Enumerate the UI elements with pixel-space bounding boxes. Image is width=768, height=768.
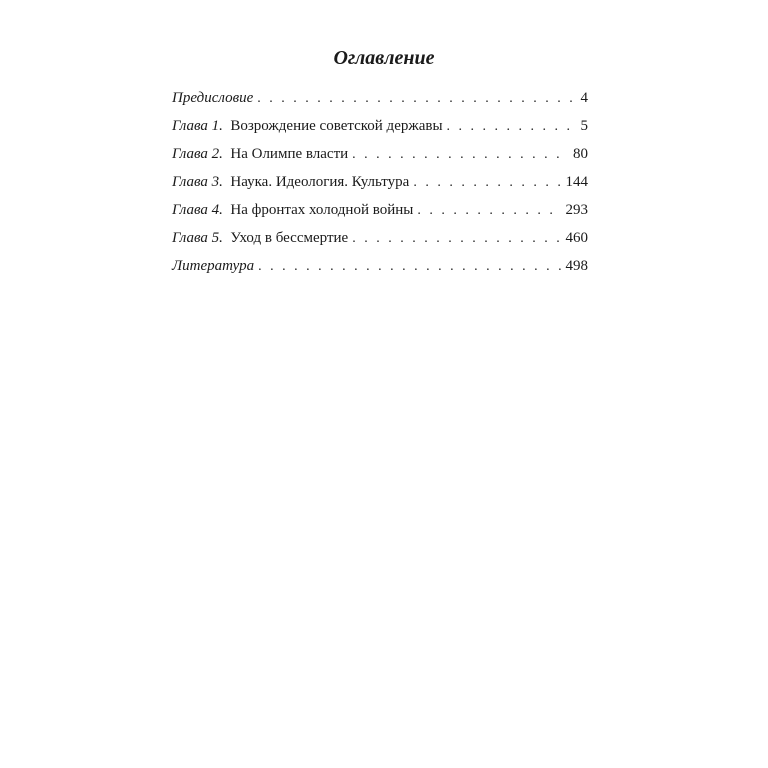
toc-entry-page: 144 [565, 174, 588, 190]
toc-entry [172, 171, 588, 199]
toc-entry [172, 227, 588, 255]
toc-entry-title: На фронтах холодной войны [226, 202, 414, 218]
toc-entry [172, 199, 588, 227]
toc-entry-page: 498 [565, 258, 588, 274]
dot-leader [413, 172, 561, 194]
toc-entry [172, 255, 588, 283]
dot-leader [417, 200, 561, 222]
toc-entry-title: На Олимпе власти [226, 146, 349, 162]
toc-entry-page: 460 [565, 230, 588, 246]
toc-entry-chapter: Глава 3. [172, 174, 223, 190]
toc-entry-page: 80 [573, 146, 588, 162]
toc-entry-page: 293 [565, 202, 588, 218]
toc-entry-chapter: Предисловие [172, 90, 254, 106]
toc-entry-chapter: Глава 5. [172, 230, 223, 246]
toc-entry-page: 4 [580, 90, 588, 106]
dot-leader [258, 256, 561, 278]
toc-entry-page: 5 [580, 118, 588, 134]
toc-entry-title: Наука. Идеология. Культура [226, 174, 410, 190]
dot-leader [352, 144, 569, 166]
toc-entry-chapter: Глава 2. [172, 146, 223, 162]
toc-entry [172, 143, 588, 171]
toc-entry [172, 87, 588, 115]
dot-leader [257, 88, 576, 110]
toc-entry-chapter: Литература [172, 258, 255, 274]
toc-entry-title: Уход в бессмертие [226, 230, 349, 246]
table-of-contents [172, 87, 588, 283]
dot-leader [447, 116, 577, 138]
dot-leader [352, 228, 561, 250]
toc-entry [172, 115, 588, 143]
page-title: Оглавление [333, 47, 435, 69]
toc-entry-chapter: Глава 4. [172, 202, 223, 218]
toc-entry-title: Возрождение советской державы [226, 118, 443, 134]
toc-entry-chapter: Глава 1. [172, 118, 223, 134]
